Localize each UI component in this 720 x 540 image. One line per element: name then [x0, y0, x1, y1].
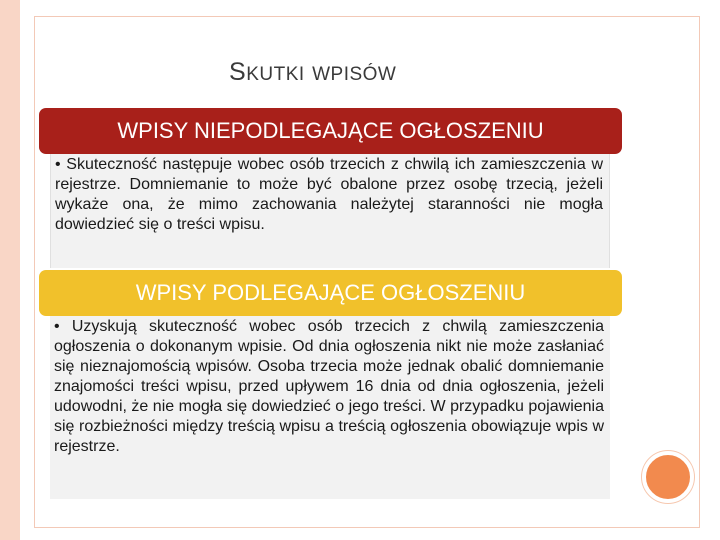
left-decorative-bar	[0, 0, 20, 540]
title-word2: WPISÓW	[312, 64, 397, 85]
decorative-circle	[642, 451, 694, 503]
title-word1: KUTKI	[246, 64, 305, 85]
section1-header: WPISY NIEPODLEGAJĄCE OGŁOSZENIU	[39, 108, 622, 154]
section1-text: • Skuteczność następuje wobec osób trzecich z chwilą ich zamieszczenia w rejestrze. Domniemanie to może być obalone przez osobę trzecią, jeżeli wykaże ona, że mimo zachowania należytej staranności nie mogła dowiedzieć się o treści wpisu.	[50, 154, 610, 268]
slide-title	[229, 58, 396, 87]
title-initial: S	[229, 58, 247, 86]
section2-text: • Uzyskują skuteczność wobec osób trzecich z chwilą zamieszczenia ogłoszenia o dokonanym wpisie. Od dnia ogłoszenia nikt nie może zasłaniać się nieznajomością wpisów. Osoba trzecia może jednak obalić domniemanie znajomości treści wpisu, przed upływem 16 dnia od dnia ogłoszenia, jeżeli udowodni, że nie mogła się dowiedzieć o jego treści. W przypadku pojawienia się rozbieżności między treścią wpisu a treścią ogłoszenia obowiązuje wpis w rejestrze.	[50, 316, 610, 499]
section2-header: WPISY PODLEGAJĄCE OGŁOSZENIU	[39, 270, 622, 316]
